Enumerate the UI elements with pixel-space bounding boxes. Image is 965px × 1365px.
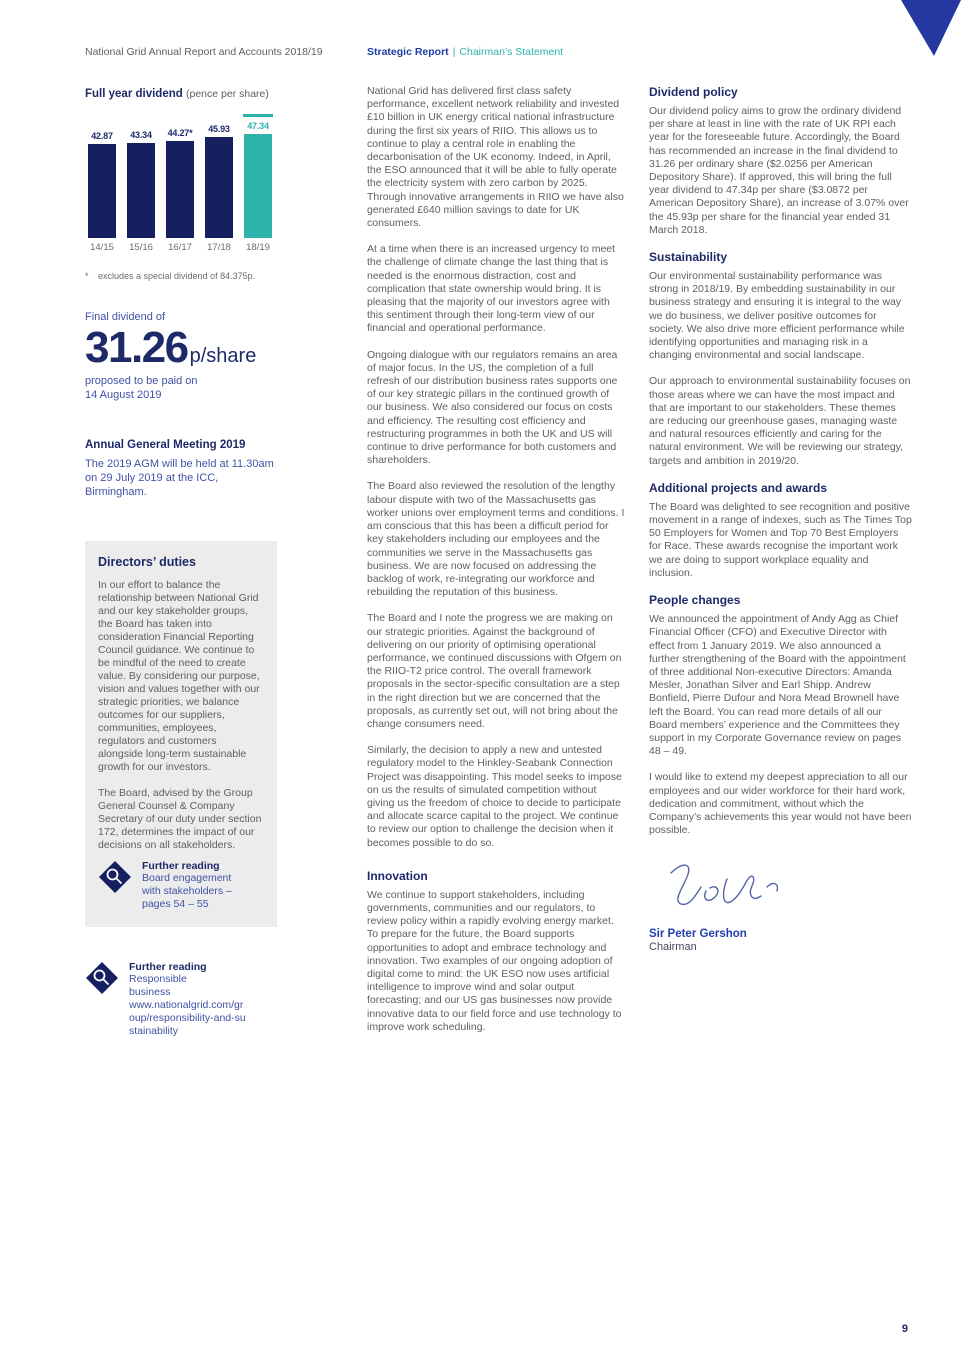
bar-group — [163, 128, 197, 253]
directors-duties-paragraph: The Board, advised by the Group General Counsel & Company Secretary of our duty under section 172, determines the impact of our decisions on all stakeholders. — [98, 787, 262, 851]
content-columns — [85, 85, 912, 1047]
body-paragraph: The Board was delighted to see recognition and positive movement in a range of indexes, such as The Times Top 50 Employers for Women and Top 70 Best Employers for Race. These awards recognise the important work we are doing to support workplace equality and inclusion. — [649, 500, 912, 579]
further-reading-title: Further reading — [142, 860, 220, 872]
final-dividend-value: 31.26 — [85, 323, 188, 372]
body-paragraph: The Board also reviewed the resolution of the lengthy labour dispute with two of the Massachusetts gas worker unions over employment terms and conditions. I am conscious that this has been a difficult period for key stakeholders including our employees and the communities we serve in the Massachusetts gas business. We are now focused on addressing the backlog of work, re-integrating our workforce and rebuilding the reputation of this business. — [367, 480, 625, 599]
bar — [127, 143, 155, 238]
bar-group — [85, 131, 119, 253]
bar — [244, 134, 272, 238]
dividend-policy-heading: Dividend policy — [649, 85, 738, 99]
body-paragraph: Our approach to environmental sustainability focuses on those areas where we can have the most impact and that are important to our stakeholders. These themes are reducing our greenhouse gases, managing waste and natural resources efficiently and caring for the natural environment. We will be reviewing our strategy, targets and ambition in 2019/20. — [649, 375, 911, 467]
footnote-star: * — [85, 271, 89, 281]
signature-image — [649, 857, 799, 919]
people-changes-heading: People changes — [649, 593, 741, 608]
sustainability-heading: Sustainability — [649, 250, 728, 265]
additional-projects-heading: Additional projects and awards — [649, 480, 828, 495]
bar — [205, 137, 233, 238]
bar-value-label: 42.87 — [91, 131, 113, 141]
right-column — [649, 85, 912, 953]
chart-title — [85, 88, 277, 100]
section-people-changes — [649, 593, 912, 837]
body-paragraph: Similarly, the decision to apply a new and untested regulatory model to the Hinkley-Seabank Connection Project was disappointing. This model seeks to impose on us the results of simulated competition without giving us the freedom of choice to decide to participate and allocate scarce capital to the project. We continue to review our option to challenge the decision when it becomes possible to do so. — [367, 744, 622, 849]
bar-value-label: 45.93 — [208, 124, 230, 134]
breadcrumb — [367, 46, 563, 58]
dividend-bar-chart — [85, 114, 275, 253]
final-dividend-note — [85, 374, 277, 402]
final-dividend-label: Final dividend of — [85, 311, 166, 323]
bar-value-label: 43.34 — [130, 130, 152, 140]
bar-value-label: 47.34 — [247, 121, 269, 131]
further-reading-content — [142, 860, 242, 911]
body-paragraph: The Board and I note the progress we are making on our strategic priorities. Against the background of delivering on our priority of optimising operational performance, we continued discussions with Ofgem on the RIIO-T2 price control. The overall framework proposals in the sector-specific consultation are a step in the right direction but we are concerned that the proposals, as currently set out, will not bring about the change consumers need. — [367, 612, 622, 730]
highlight-rule — [243, 114, 273, 117]
breadcrumb-section: Strategic Report — [367, 46, 449, 58]
further-reading-text: Board engagement with stakeholders – pages 54 – 55 — [142, 872, 232, 910]
page-number: 9 — [901, 1323, 908, 1335]
innovation-heading: Innovation — [367, 868, 428, 883]
left-column — [85, 85, 277, 1038]
further-reading-board-engagement — [98, 860, 264, 911]
bar-category-label: 16/17 — [168, 242, 192, 253]
footnote-text: excludes a special dividend of 84.375p. — [98, 271, 256, 281]
bar-group — [202, 124, 236, 253]
section-sustainability — [649, 250, 912, 468]
chart-title-main: Full year dividend — [85, 88, 183, 100]
further-reading-content — [129, 961, 247, 1038]
further-reading-title: Further reading — [129, 961, 207, 973]
bar-group — [241, 114, 275, 253]
bar — [88, 144, 116, 238]
bar-category-label: 18/19 — [246, 242, 270, 253]
bar-value-label: 44.27* — [167, 128, 193, 138]
directors-duties-paragraph: In our effort to balance the relationship between National Grid and our key stakeholder groups, the Board has taken into consideration Financial Reporting Council guidance. We continue to be mindful of the need to create value. By considering our purpose, vision and values together with our strategic priorities, we balance outcomes for our suppliers, communities, employees, regulators and customers alongside long-term sustainable growth for our investors. — [98, 579, 260, 773]
corner-flag-decoration — [901, 0, 961, 56]
body-paragraph: Our dividend policy aims to grow the ordinary dividend per share at least in line with the rate of UK RPI each year for the foreseeable future. Accordingly, the Board has recommended an increase in the final dividend to 31.26 per ordinary share ($2.0256 per American Depository Share). If approved, this will bring the full year dividend to 47.34p per share ($3.0872 per American Depository Share), an increase of 3.07% over the 45.93p per share for the financial year ended 31 March 2018. — [649, 105, 909, 236]
final-dividend-note-line2: 14 August 2019 — [85, 389, 162, 401]
bar-category-label: 15/16 — [129, 242, 153, 253]
breadcrumb-subsection: Chairman’s Statement — [459, 46, 564, 58]
body-paragraph: I would like to extend my deepest appreciation to all our employees and our wider workforce for their hard work, dedication and commitment, without which the Company’s achievements this year would not have been possible. — [649, 771, 912, 837]
magnifier-diamond-icon — [85, 961, 119, 1000]
further-reading-url: www.nationalgrid.com/group/responsibility-and-sustainability — [129, 999, 246, 1037]
chart-title-sub: (pence per share) — [185, 88, 269, 100]
section-additional-projects — [649, 481, 912, 580]
agm-text: The 2019 AGM will be held at 11.30am on 29 July 2019 at the ICC, Birmingham. — [85, 458, 274, 498]
signature-block — [649, 857, 912, 953]
further-reading-responsible-business — [85, 961, 277, 1038]
directors-duties-heading: Directors’ duties — [98, 555, 196, 569]
final-dividend-unit: p/share — [189, 345, 257, 367]
further-reading-text: Responsible business — [129, 973, 187, 998]
body-paragraph: National Grid has delivered first class safety performance, excellent network reliability and invested £10 billion in UK energy critical national infrastructure during the first six years of RIIO. This allows us to continue to play a central role in enabling the decarbonisation of the UK economy. Indeed, in April, the ESO announced that it will be able to fully operate the electricity system with zero carbon by 2025. Through innovative arrangements in RIIO we have also generated £640 million savings to date for UK consumers. — [367, 85, 624, 230]
signatory-name: Sir Peter Gershon — [649, 928, 747, 941]
signatory-role: Chairman — [649, 941, 697, 954]
document-title: National Grid Annual Report and Accounts 2018/19 — [85, 46, 323, 58]
body-paragraph: We announced the appointment of Andy Agg as Chief Financial Officer (CFO) and Executive Director with effect from 1 January 2019. We also announced a further strengthening of the Board with the appointment of three additional Non-executive Directors: Amanda Mesler, Jonathan Silver and Earl Shipp. Andrew Bonfield, Pierre Dufour and Nora Mead Brownell have left the Board. You can read more details of all our Board members’ experience and the Committees they support in my Corporate Governance review on pages 48 – 49. — [649, 613, 906, 758]
body-paragraph: We continue to support stakeholders, including governments, communities and our regulators, to review policy within a rapidly evolving energy market. To prepare for the future, the Board supports opportunities to adopt and embrace technology and innovation. Two examples of our ongoing adoption of digital come to mind: the UK ESO now uses artificial intelligence to improve wind and solar output forecasting; and our US gas businesses now provide innovative data to our field force and use technology to improve work scheduling. — [367, 888, 622, 1033]
agm-heading: Annual General Meeting 2019 — [85, 439, 246, 451]
magnifier-diamond-icon — [98, 860, 132, 899]
bar — [166, 141, 194, 238]
middle-column — [367, 85, 625, 1047]
bar-group — [124, 130, 158, 253]
chart-footnote — [85, 271, 277, 281]
section-dividend-policy — [649, 85, 912, 237]
final-dividend-figure — [85, 323, 277, 372]
breadcrumb-separator: | — [452, 46, 456, 58]
final-dividend-note-line1: proposed to be paid on — [85, 375, 198, 387]
body-paragraph: Our environmental sustainability performance was strong in 2018/19. By embedding sustainability in our business strategy and ensuring it is integral to the way we do business, we deliver positive outcomes for society. We also drive more efficient performance while identifying opportunities and managing risk in a changing environmental and social landscape. — [649, 270, 905, 362]
body-paragraph: At a time when there is an increased urgency to meet the challenge of climate change the last thing that is needed is the enormous distraction, cost and complication that state ownership would bring. It is pleasing that the majority of our investors agree with this sentiment through their long-term view of our financial and operational performance. — [367, 243, 616, 335]
page-header — [85, 46, 910, 58]
bar-category-label: 14/15 — [90, 242, 114, 253]
directors-duties-box — [85, 541, 277, 927]
bar-category-label: 17/18 — [207, 242, 231, 253]
body-paragraph: Ongoing dialogue with our regulators remains an area of major focus. In the US, the completion of a full refresh of our distribution business rates supports one of our key strategic pillars in the continued growth of our business. We also considered our focus on costs and efficiency. The resulting cost efficiency and restructuring programmes in both the UK and US will continue to drive performance for both customers and shareholders. — [367, 348, 618, 467]
